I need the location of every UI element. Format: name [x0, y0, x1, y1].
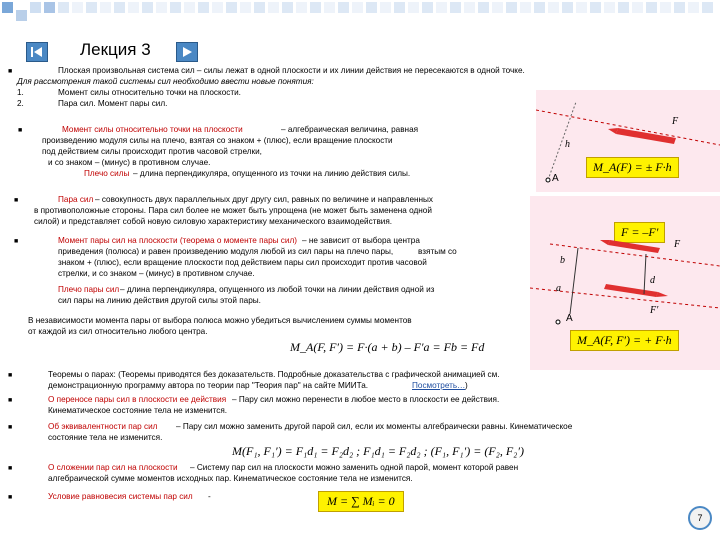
next-page-button[interactable] — [176, 42, 198, 62]
bullet-icon: ■ — [8, 397, 13, 404]
label-A: A — [552, 173, 559, 184]
couple-moment-box-formula: M_A(F, F′) = + F·h — [570, 330, 679, 351]
equal-forces-formula: F = –F′ — [614, 222, 665, 243]
label-b: b — [560, 255, 565, 266]
label-F-couple: F — [674, 239, 681, 250]
independence-formula: M_A(F, F′) = F·(a + b) – F′a = Fb = Fd — [290, 340, 485, 354]
independence-l1: В независимости момента пары от выбора полюса можно убедиться вычислением суммы моментов — [28, 316, 412, 325]
first-page-button[interactable] — [26, 42, 48, 62]
label-d: d — [650, 275, 655, 286]
lecture-title: Лекция 3 — [80, 40, 151, 59]
couple-moment-l3: знаком + (плюс), если вращение плоскости под действием пары сил происходит против часовой — [58, 258, 427, 267]
moment-force-formula: M_A(F) = ± F·h — [586, 157, 679, 178]
theorem-addition-term: О сложении пар сил на плоскости — [48, 463, 178, 472]
theorems-l1: Теоремы о парах: (Теоремы приводятся без доказательств. Подробные доказательства с графической анимацией см. — [48, 370, 500, 379]
theorem-transfer-text: – Пару сил можно перенести в любое место в плоскости ее действия. — [232, 395, 500, 404]
theorems-close-paren: ) — [465, 381, 468, 390]
bullet-icon: ■ — [8, 465, 13, 472]
label-F: F — [672, 116, 679, 127]
couple-l2: в противоположные стороны. Пара сил более не может быть упрощена (не может быть заменена одной — [34, 206, 432, 215]
label-h: h — [565, 139, 570, 150]
bullet-icon: ■ — [8, 68, 13, 75]
couple-moment-term: Момент пары сил на плоскости (теорема о моменте пары сил) — [58, 236, 297, 245]
theorems-l2: демонстрационную программу автора по теории пар "Теория пар" на сайте МИИТа. — [48, 381, 369, 390]
label-a: a — [556, 283, 561, 294]
couple-arm-term: Плечо пары сил — [58, 285, 120, 294]
moment-force-l1: – алгебраическая величина, равная — [281, 125, 419, 134]
couple-term: Пара сил — [58, 195, 94, 204]
moment-force-term: Момент силы относительно точки на плоскости — [62, 125, 243, 134]
theorem-transfer-term: О переносе пары сил в плоскости ее действия — [48, 395, 227, 404]
equilibrium-term: Условие равновесия системы пар сил — [48, 492, 193, 501]
intro-item-2-num: 2. — [17, 99, 24, 108]
theorem-equivalence-l2: состояние тела не изменится. — [48, 433, 163, 442]
intro-item-2: Пара сил. Момент пары сил. — [58, 99, 168, 108]
theorem-equivalence-term: Об эквивалентности пар сил — [48, 422, 158, 431]
couple-moment-l4: стрелки, и со знаком – (минус) в противном случае. — [58, 269, 255, 278]
couple-moment-l2b: взятым со — [418, 247, 457, 256]
intro-definition: Плоская произвольная система сил – силы лежат в одной плоскости и их линии действия не пересекаются в одной точке. — [58, 66, 525, 75]
page-number: 7 — [688, 506, 712, 530]
couple-arm-l2: сил пары на линию действия другой силы этой пары. — [58, 296, 261, 305]
equilibrium-formula: M = ∑ Mᵢ = 0 — [318, 491, 404, 512]
bullet-icon: ■ — [14, 197, 19, 204]
moment-force-l4: и со знаком – (минус) в противном случае. — [48, 158, 211, 167]
couple-l1: – совокупность двух параллельных друг другу сил, равных по величине и направленных — [95, 195, 434, 204]
couple-moment-l1: – не зависит от выбора центра — [302, 236, 420, 245]
theorem-equivalence-text: – Пару сил можно заменить другой парой сил, если их моменты алгебраически равны. Кинематическое — [176, 422, 573, 431]
bullet-icon: ■ — [8, 372, 13, 379]
intro-item-1: Момент силы относительно точки на плоскости. — [58, 88, 241, 97]
decorative-header-squares — [0, 0, 720, 22]
theorem-addition-text: – Систему пар сил на плоскости можно заменить одной парой, момент которой равен — [190, 463, 519, 472]
bullet-icon: ■ — [8, 424, 13, 431]
independence-l2: от каждой из сил относительно любого центра. — [28, 327, 208, 336]
couple-arm-l1: – длина перпендикуляра, опущенного из любой точки на линии действия одной из — [120, 285, 435, 294]
bullet-icon: ■ — [18, 127, 23, 134]
label-A-couple: A — [566, 313, 573, 324]
theorem-transfer-l2: Кинематическое состояние тела не изменится. — [48, 406, 228, 415]
bullet-icon: ■ — [8, 494, 13, 501]
intro-item-1-num: 1. — [17, 88, 24, 97]
equilibrium-dash: - — [208, 492, 211, 501]
label-Fprime: F′ — [650, 305, 659, 316]
moment-force-l2: произведению модуля силы на плечо, взятая со знаком + (плюс), если вращение плоскости — [42, 136, 393, 145]
couple-l3: силой) и представляет собой новую силовую характеристику механического взаимодействия. — [34, 217, 393, 226]
arm-definition: – длина перпендикуляра, опущенного из точки на линию действия силы. — [133, 169, 411, 178]
theorem-addition-l2: алгебраической сумме моментов исходных пар. Кинематическое состояние тела не изменится. — [48, 474, 413, 483]
bullet-icon: ■ — [14, 238, 19, 245]
next-page-icon — [177, 43, 197, 61]
equivalence-formula: M(F₁, F₁′) = F₁d₁ = F₂d₂ ; F₁d₁ = F₂d₂ ; (F₁, F₁′) = (F₂, F₂′) — [232, 444, 524, 458]
couple-moment-l2a: приведения (полюса) и равен произведению модуля любой из сил пары на плечо пары, — [58, 247, 394, 256]
first-page-icon — [27, 43, 47, 61]
moment-force-l3: под действием силы происходит против часовой стрелки, — [42, 147, 262, 156]
arm-term: Плечо силы — [84, 169, 130, 178]
intro-note: Для рассмотрения такой системы сил необходимо ввести новые понятия: — [17, 77, 314, 86]
see-demo-link[interactable]: Посмотреть… — [412, 381, 466, 390]
